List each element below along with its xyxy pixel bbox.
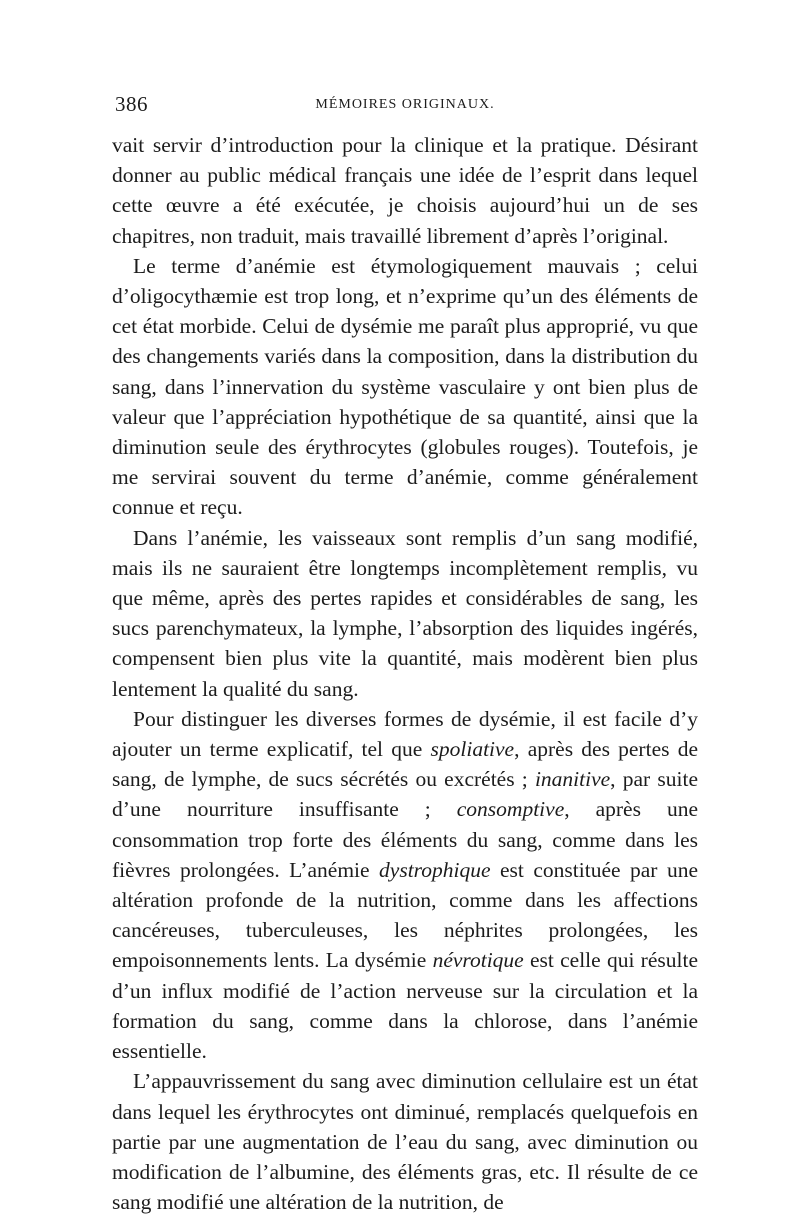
paragraph-anemia-terminology: Le terme d’anémie est étymologiquement mauvais ; celui d’oligocythæmie est trop long, et n’exprime qu’un des éléments de cet état morbide. Celui de dysémie me paraît plus approprié, vu que des changements variés dans la composition, dans la distribution du sang, dans l’innervation du système vasculaire y ont bien plus de valeur que l’appréciation hypothétique de sa quantité, ainsi que la diminution seule des érythrocytes (globules rouges). Toutefois, je me servirai souvent du terme d’anémie, comme généralement connue et reçu. bbox=[112, 253, 698, 520]
page-number: 386 bbox=[115, 92, 148, 116]
paragraph-vessels: Dans l’anémie, les vaisseaux sont remplis d’un sang modifié, mais ils ne sauraient être longtemps incomplètement remplis, vu que même, après des pertes rapides et considérables de sang, les sucs parenchymateux, la lymphe, l’absorption des liquides ingérés, compensent bien plus vite la quantité, mais modèrent bien plus lentement la qualité du sang. bbox=[112, 525, 698, 701]
book-page bbox=[112, 92, 698, 1217]
term-nevrotique: névrotique bbox=[432, 948, 524, 973]
running-title: MÉMOIRES ORIGINAUX. bbox=[315, 97, 495, 112]
term-spoliative: spoliative bbox=[430, 737, 515, 762]
text-run: , après des pertes de sang, de lymphe, de sucs sécrétés ou excrétés ; bbox=[112, 737, 698, 792]
body-text bbox=[112, 130, 698, 1217]
text-run: Pour distinguer les diverses formes de dysémie, il est facile d’y ajouter un terme explicatif, tel que bbox=[112, 706, 698, 762]
text-run: est celle qui résulte d’un influx modifié de l’action nerveuse sur la circulation et la formation du sang, comme dans la chlorose, dans l’anémie essentielle. bbox=[112, 948, 698, 1064]
term-dystrophique: dystrophique bbox=[379, 857, 491, 882]
paragraph-continuation: vait servir d’introduction pour la clinique et la pratique. Désirant donner au public médical français une idée de l’esprit dans lequel cette œuvre a été exécutée, je choisis aujourd’hui un de ses chapitres, non traduit, mais travaillé librement d’après l’original. bbox=[112, 133, 698, 248]
paragraph-impoverishment: L’appauvrissement du sang avec diminution cellulaire est un état dans lequel les érythrocytes ont diminué, remplacés quelquefois en partie par une augmentation de l’eau du sang, avec diminution ou modification de l’albumine, des éléments gras, etc. Il résulte de ce sang modifié une altération de la nutrition, de bbox=[112, 1069, 698, 1215]
text-run: est constituée par une altération profonde de la nutrition, comme dans les affections cancéreuses, tuberculeuses, les néphrites prolongées, les empoisonnements lents. La dysémie bbox=[112, 857, 698, 973]
paragraph-dysemia-forms bbox=[112, 704, 698, 1066]
page-header bbox=[112, 92, 698, 130]
text-run: , après une consommation trop forte des éléments du sang, comme dans les fièvres prolongées. L’anémie bbox=[112, 797, 698, 882]
term-consomptive: consomptive bbox=[456, 797, 565, 822]
text-run: , par suite d’une nourriture insuffisante ; bbox=[112, 767, 698, 822]
term-inanitive: inanitive bbox=[534, 767, 611, 792]
